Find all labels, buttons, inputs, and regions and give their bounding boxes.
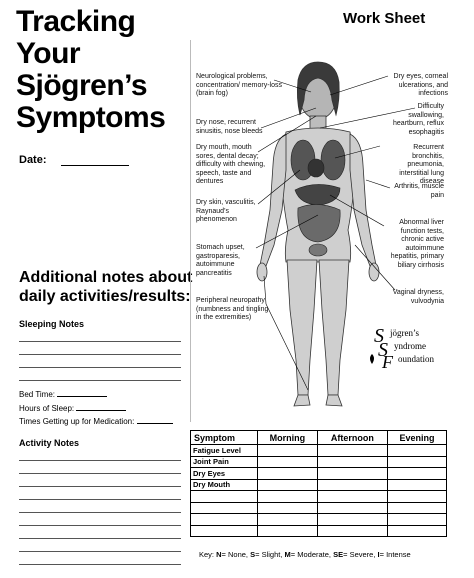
symptom-cell[interactable] — [191, 525, 258, 537]
right-foot-shape — [326, 395, 342, 406]
severity-key — [199, 550, 411, 559]
symptom-cell[interactable] — [191, 491, 258, 503]
afternoon-cell[interactable] — [317, 479, 387, 491]
symptom-cell: Dry Eyes — [191, 468, 258, 480]
sleeping-notes-label: Sleeping Notes — [19, 319, 85, 329]
activity-notes-label: Activity Notes — [19, 438, 80, 448]
bed-time-row — [19, 388, 107, 399]
left-leg-shape — [287, 260, 317, 395]
pelvis-shape — [309, 244, 327, 256]
table-header-row — [191, 431, 447, 445]
symptom-cell: Joint Pain — [191, 456, 258, 468]
activity-note-line[interactable] — [19, 499, 181, 500]
notes-heading — [19, 268, 192, 306]
key-n: N — [216, 550, 222, 559]
afternoon-cell[interactable] — [317, 514, 387, 526]
table-row — [191, 491, 447, 503]
label-dry-nose: Dry nose, recurrent sinusitis, nose bleeds — [196, 119, 263, 135]
afternoon-cell[interactable] — [317, 491, 387, 503]
morning-cell[interactable] — [258, 502, 318, 514]
notes-heading-line-2: daily activities/results: — [19, 288, 191, 305]
symptom-cell: Dry Mouth — [191, 479, 258, 491]
title-line-2: Your — [16, 37, 81, 70]
table-row — [191, 514, 447, 526]
morning-cell[interactable] — [258, 456, 318, 468]
col-header-evening: Evening — [387, 431, 446, 445]
hours-sleep-label: Hours of Sleep: — [19, 404, 75, 413]
bed-time-label: Bed Time: — [19, 390, 56, 399]
sleeping-note-line[interactable] — [19, 380, 181, 381]
pointer-line — [261, 108, 316, 128]
morning-cell[interactable] — [258, 445, 318, 457]
evening-cell[interactable] — [387, 525, 446, 537]
label-liver: Abnormal liver function tests, chronic active autoimmune hepatitis, primary biliary cirrhosis — [390, 219, 444, 269]
evening-cell[interactable] — [387, 502, 446, 514]
morning-cell[interactable] — [258, 468, 318, 480]
foundation-logo — [368, 324, 448, 368]
afternoon-cell[interactable] — [317, 502, 387, 514]
foundation-line-1: jögren’s — [390, 328, 419, 338]
key-i-text: = Intense — [379, 550, 411, 559]
hours-sleep-row — [19, 402, 126, 413]
right-leg-shape — [319, 260, 349, 395]
activity-note-line[interactable] — [19, 473, 181, 474]
evening-cell[interactable] — [387, 456, 446, 468]
foundation-line-2: yndrome — [394, 341, 426, 351]
afternoon-cell[interactable] — [317, 468, 387, 480]
afternoon-cell[interactable] — [317, 525, 387, 537]
key-n-text: = None, — [221, 550, 249, 559]
activity-note-line[interactable] — [19, 564, 181, 565]
table-row — [191, 468, 447, 480]
label-dry-mouth: Dry mouth, mouth sores, dental decay; difficulty with chewing, speech, taste and dentures — [196, 144, 266, 185]
key-i: I — [377, 550, 380, 559]
left-foot-shape — [294, 395, 310, 406]
table-row — [191, 525, 447, 537]
key-m-text: = Moderate, — [290, 550, 332, 559]
activity-note-line[interactable] — [19, 525, 181, 526]
symptom-table — [190, 430, 447, 537]
times-up-label: Times Getting up for Medication: — [19, 417, 135, 426]
label-swallowing: Difficulty swallowing, heartburn, reflux esophagitis — [393, 103, 444, 136]
hours-sleep-field[interactable] — [76, 402, 126, 411]
times-up-field[interactable] — [137, 415, 173, 424]
afternoon-cell[interactable] — [317, 445, 387, 457]
evening-cell[interactable] — [387, 468, 446, 480]
key-se: SE — [333, 550, 344, 559]
svg-text:F: F — [382, 352, 393, 368]
right-lung-shape — [321, 140, 345, 180]
date-label: Date: — [19, 154, 47, 166]
key-s-text: = Slight, — [255, 550, 283, 559]
activity-note-line[interactable] — [19, 538, 181, 539]
sleeping-note-line[interactable] — [19, 367, 181, 368]
sleeping-note-line[interactable] — [19, 354, 181, 355]
evening-cell[interactable] — [387, 479, 446, 491]
morning-cell[interactable] — [258, 491, 318, 503]
title-line-3: Sjögren’s — [16, 69, 148, 102]
right-hand-shape — [369, 263, 379, 281]
table-row — [191, 445, 447, 457]
right-arm-shape — [350, 134, 376, 266]
label-neuropathy: Peripheral neuropathy (numbness and tingling in the extremities) — [196, 297, 269, 321]
table-row — [191, 456, 447, 468]
sleeping-note-line[interactable] — [19, 341, 181, 342]
evening-cell[interactable] — [387, 445, 446, 457]
activity-note-line[interactable] — [19, 460, 181, 461]
title-line-4: Symptoms — [16, 101, 166, 134]
activity-note-line[interactable] — [19, 512, 181, 513]
key-se-text: = Severe, — [343, 550, 376, 559]
activity-note-line[interactable] — [19, 551, 181, 552]
times-up-row — [19, 415, 173, 426]
symptom-cell: Fatigue Level — [191, 445, 258, 457]
title-line-1: Tracking — [16, 5, 136, 38]
label-vaginal: Vaginal dryness, vulvodynia — [392, 289, 444, 305]
label-neurological: Neurological problems, concentration/ memory-loss (brain fog) — [196, 73, 282, 97]
table-row — [191, 479, 447, 491]
col-header-afternoon: Afternoon — [317, 431, 387, 445]
symptom-cell[interactable] — [191, 514, 258, 526]
col-header-morning: Morning — [258, 431, 318, 445]
notes-heading-line-1: Additional notes about — [19, 269, 193, 286]
bed-time-field[interactable] — [57, 388, 107, 397]
svg-text:S: S — [374, 325, 384, 347]
morning-cell[interactable] — [258, 525, 318, 537]
label-arthritis: Arthritis, muscle pain — [394, 183, 444, 199]
morning-cell[interactable] — [258, 479, 318, 491]
date-field[interactable] — [61, 165, 129, 166]
morning-cell[interactable] — [258, 514, 318, 526]
table-row — [191, 502, 447, 514]
foundation-line-3: oundation — [398, 354, 434, 364]
svg-text:S: S — [378, 339, 388, 361]
label-dry-skin: Dry skin, vasculitis, Raynaud’s phenomenon — [196, 199, 256, 223]
key-m: M — [284, 550, 291, 559]
activity-note-line[interactable] — [19, 486, 181, 487]
symptom-cell[interactable] — [191, 502, 258, 514]
label-stomach: Stomach upset, gastroparesis, autoimmune pancreatitis — [196, 244, 245, 277]
page-title — [16, 6, 165, 134]
col-header-symptom: Symptom — [191, 431, 258, 445]
label-dry-eyes: Dry eyes, corneal ulcerations, and infections — [393, 73, 448, 97]
heart-shape — [308, 159, 324, 177]
evening-cell[interactable] — [387, 491, 446, 503]
key-prefix: Key: — [199, 550, 215, 559]
evening-cell[interactable] — [387, 514, 446, 526]
key-s: S — [250, 550, 256, 559]
afternoon-cell[interactable] — [317, 456, 387, 468]
worksheet-heading: Work Sheet — [343, 10, 426, 27]
label-bronchitis: Recurrent bronchitis, pneumonia, interstitial lung disease — [399, 144, 444, 185]
